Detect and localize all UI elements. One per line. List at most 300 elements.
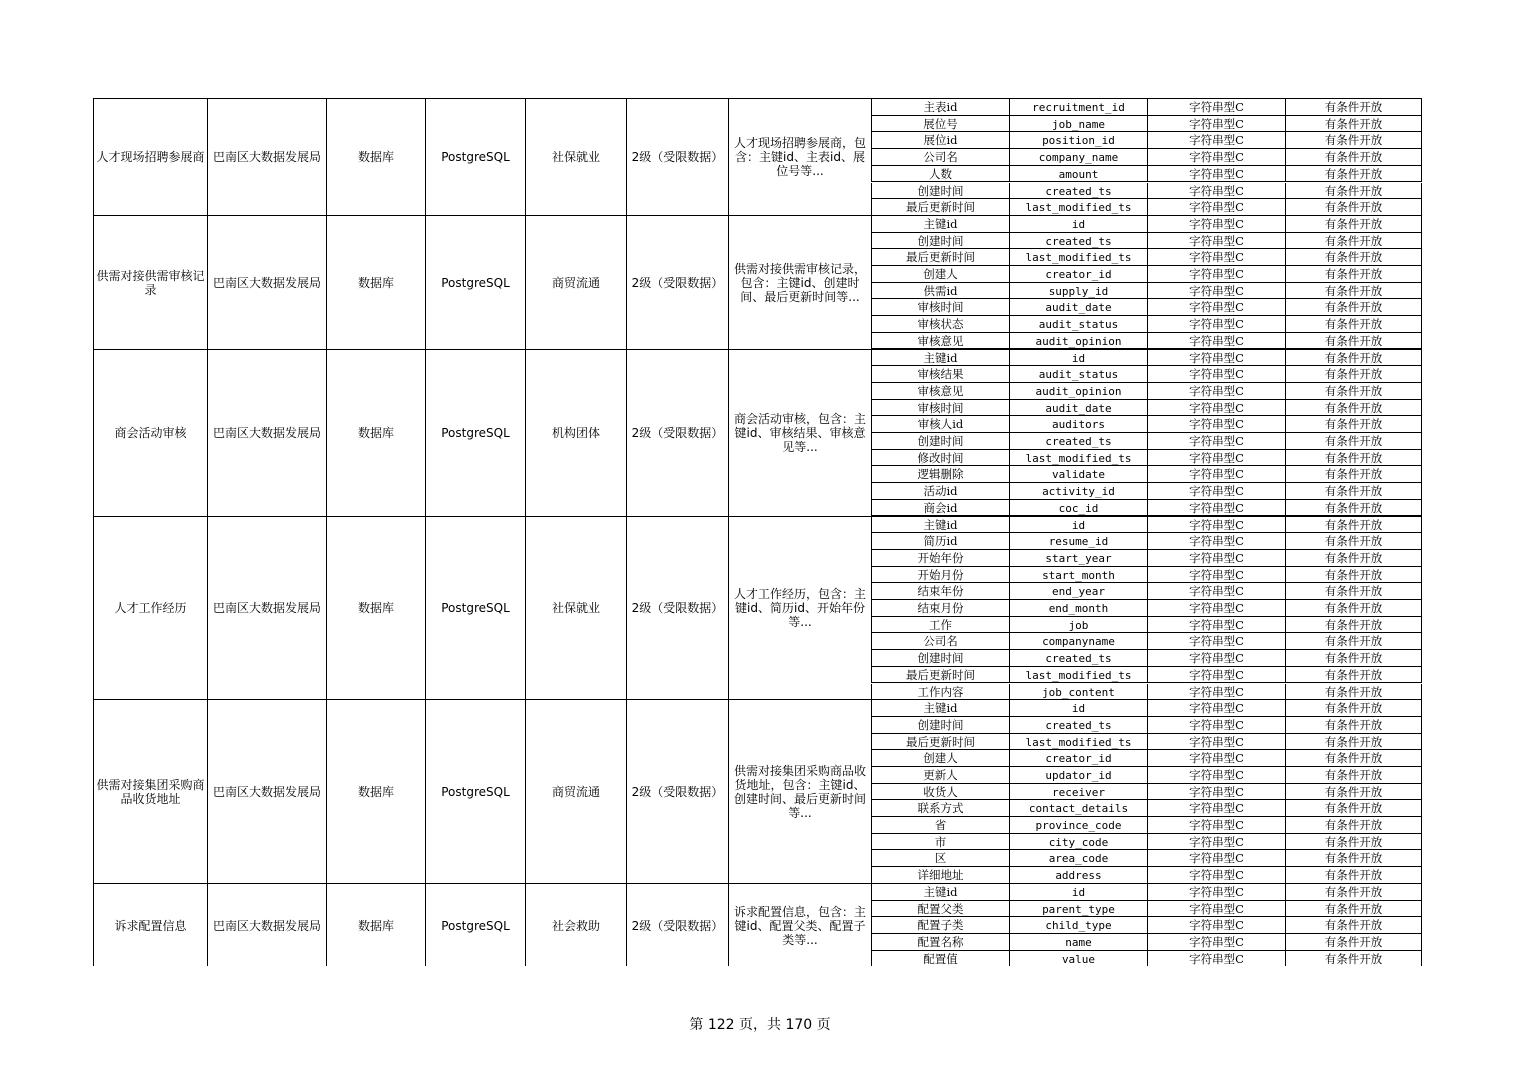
field-en-name: created_ts <box>1009 717 1147 734</box>
field-cn-name: 开始月份 <box>871 567 1009 584</box>
field-cn-name: 审核人id <box>871 416 1009 433</box>
department-cell <box>207 517 326 701</box>
field-en-name: job <box>1009 617 1147 634</box>
table-row <box>871 116 1422 133</box>
field-open-status: 有条件开放 <box>1285 383 1422 400</box>
field-type: 字符串型C <box>1147 800 1285 817</box>
table-row <box>871 400 1422 417</box>
field-cn-name: 供需id <box>871 283 1009 300</box>
resource-type: 数据库 <box>357 785 394 800</box>
field-en-name: position_id <box>1009 132 1147 149</box>
field-open-status: 有条件开放 <box>1285 183 1422 200</box>
field-cn-name: 最后更新时间 <box>871 199 1009 216</box>
field-cn-name: 开始年份 <box>871 550 1009 567</box>
resource-name-cell <box>93 216 207 350</box>
table-row <box>871 800 1422 817</box>
table-row <box>871 450 1422 467</box>
field-type: 字符串型C <box>1147 316 1285 333</box>
table-row <box>871 483 1422 500</box>
field-cn-name: 主键id <box>871 517 1009 534</box>
field-en-name: end_month <box>1009 600 1147 617</box>
field-cn-name: 配置值 <box>871 951 1009 966</box>
field-cn-name: 展位id <box>871 132 1009 149</box>
field-type: 字符串型C <box>1147 199 1285 216</box>
db-type-cell <box>425 350 525 517</box>
resource-name-cell <box>93 350 207 517</box>
security-level: 2级（受限数据） <box>631 150 724 165</box>
field-en-name: activity_id <box>1009 483 1147 500</box>
table-row <box>871 583 1422 600</box>
table-row <box>871 433 1422 450</box>
security-level-cell <box>626 700 728 884</box>
field-cn-name: 结束年份 <box>871 583 1009 600</box>
field-type: 字符串型C <box>1147 633 1285 650</box>
field-open-status: 有条件开放 <box>1285 850 1422 867</box>
field-open-status: 有条件开放 <box>1285 450 1422 467</box>
field-open-status: 有条件开放 <box>1285 400 1422 417</box>
field-type: 字符串型C <box>1147 450 1285 467</box>
field-en-name: id <box>1009 884 1147 901</box>
field-cn-name: 逻辑删除 <box>871 466 1009 483</box>
description-cell <box>728 700 871 884</box>
field-type: 字符串型C <box>1147 951 1285 966</box>
field-type: 字符串型C <box>1147 834 1285 851</box>
field-cn-name: 配置父类 <box>871 901 1009 918</box>
field-cn-name: 创建人 <box>871 266 1009 283</box>
table-row <box>871 132 1422 149</box>
field-cn-name: 公司名 <box>871 633 1009 650</box>
field-type: 字符串型C <box>1147 934 1285 951</box>
security-level-cell <box>626 517 728 701</box>
table-row <box>871 650 1422 667</box>
resource-name-cell <box>93 99 207 216</box>
table-row <box>871 750 1422 767</box>
table-row <box>871 834 1422 851</box>
resource-type: 数据库 <box>357 601 394 616</box>
field-open-status: 有条件开放 <box>1285 800 1422 817</box>
field-open-status: 有条件开放 <box>1285 784 1422 801</box>
field-type: 字符串型C <box>1147 917 1285 934</box>
field-cn-name: 主键id <box>871 350 1009 367</box>
field-open-status: 有条件开放 <box>1285 416 1422 433</box>
page-footer: 第 122 页，共 170 页 <box>689 1017 831 1033</box>
field-cn-name: 详细地址 <box>871 867 1009 884</box>
field-type: 字符串型C <box>1147 567 1285 584</box>
resource-type: 数据库 <box>357 275 394 290</box>
field-type: 字符串型C <box>1147 901 1285 918</box>
field-cn-name: 创建时间 <box>871 183 1009 200</box>
field-open-status: 有条件开放 <box>1285 617 1422 634</box>
db-type: PostgreSQL <box>441 785 510 800</box>
resource-type-cell <box>326 99 425 216</box>
field-cn-name: 展位号 <box>871 116 1009 133</box>
field-en-name: area_code <box>1009 850 1147 867</box>
field-en-name: last_modified_ts <box>1009 249 1147 266</box>
field-cn-name: 审核时间 <box>871 400 1009 417</box>
field-open-status: 有条件开放 <box>1285 316 1422 333</box>
field-cn-name: 省 <box>871 817 1009 834</box>
field-cn-name: 更新人 <box>871 767 1009 784</box>
department: 巴南区大数据发展局 <box>212 918 321 933</box>
field-open-status: 有条件开放 <box>1285 567 1422 584</box>
department: 巴南区大数据发展局 <box>212 150 321 165</box>
table-row <box>871 717 1422 734</box>
field-type: 字符串型C <box>1147 500 1285 517</box>
table-row <box>871 550 1422 567</box>
field-en-name: id <box>1009 700 1147 717</box>
db-type: PostgreSQL <box>441 918 510 933</box>
field-en-name: receiver <box>1009 784 1147 801</box>
description-cell <box>728 350 871 517</box>
db-type: PostgreSQL <box>441 150 510 165</box>
field-en-name: audit_opinion <box>1009 333 1147 350</box>
field-en-name: end_year <box>1009 583 1147 600</box>
category: 社保就业 <box>551 150 600 165</box>
field-type: 字符串型C <box>1147 249 1285 266</box>
field-open-status: 有条件开放 <box>1285 500 1422 517</box>
field-type: 字符串型C <box>1147 166 1285 183</box>
field-open-status: 有条件开放 <box>1285 249 1422 266</box>
field-en-name: updator_id <box>1009 767 1147 784</box>
table-row <box>871 99 1422 116</box>
security-level-cell <box>626 216 728 350</box>
department: 巴南区大数据发展局 <box>212 785 321 800</box>
field-cn-name: 最后更新时间 <box>871 249 1009 266</box>
field-en-name: created_ts <box>1009 433 1147 450</box>
category-cell <box>525 517 626 701</box>
description: 供需对接供需审核记录，包含：主键id、创建时间、最后更新时间等... <box>733 261 866 304</box>
field-open-status: 有条件开放 <box>1285 934 1422 951</box>
category: 商贸流通 <box>551 785 600 800</box>
field-cn-name: 创建时间 <box>871 433 1009 450</box>
category-cell <box>525 216 626 350</box>
field-type: 字符串型C <box>1147 299 1285 316</box>
category-cell <box>525 884 626 966</box>
table-row <box>871 667 1422 684</box>
field-en-name: city_code <box>1009 834 1147 851</box>
table-row <box>871 533 1422 550</box>
field-open-status: 有条件开放 <box>1285 533 1422 550</box>
field-open-status: 有条件开放 <box>1285 466 1422 483</box>
field-open-status: 有条件开放 <box>1285 867 1422 884</box>
table-row <box>871 600 1422 617</box>
field-en-name: last_modified_ts <box>1009 199 1147 216</box>
field-open-status: 有条件开放 <box>1285 650 1422 667</box>
table-row <box>871 934 1422 951</box>
field-en-name: audit_status <box>1009 366 1147 383</box>
field-open-status: 有条件开放 <box>1285 99 1422 116</box>
field-open-status: 有条件开放 <box>1285 667 1422 684</box>
description-cell <box>728 216 871 350</box>
table-row <box>871 867 1422 884</box>
field-en-name: created_ts <box>1009 183 1147 200</box>
field-type: 字符串型C <box>1147 667 1285 684</box>
table-row <box>871 817 1422 834</box>
field-en-name: job_content <box>1009 684 1147 701</box>
table-row <box>871 299 1422 316</box>
field-en-name: contact_details <box>1009 800 1147 817</box>
security-level-cell <box>626 884 728 966</box>
table-row <box>871 183 1422 200</box>
field-en-name: company_name <box>1009 149 1147 166</box>
field-en-name: start_year <box>1009 550 1147 567</box>
field-type: 字符串型C <box>1147 617 1285 634</box>
resource-name: 供需对接集团采购商品收货地址 <box>96 778 205 807</box>
table-row <box>871 466 1422 483</box>
table-row <box>871 951 1422 966</box>
description: 供需对接集团采购商品收货地址，包含：主键id、创建时间、最后更新时间等... <box>733 764 866 821</box>
table-row <box>871 199 1422 216</box>
field-open-status: 有条件开放 <box>1285 750 1422 767</box>
db-type-cell <box>425 884 525 966</box>
field-cn-name: 联系方式 <box>871 800 1009 817</box>
table-row <box>871 901 1422 918</box>
field-open-status: 有条件开放 <box>1285 734 1422 751</box>
db-type-cell <box>425 700 525 884</box>
field-en-name: name <box>1009 934 1147 951</box>
field-type: 字符串型C <box>1147 750 1285 767</box>
field-type: 字符串型C <box>1147 700 1285 717</box>
db-type: PostgreSQL <box>441 275 510 290</box>
field-en-name: audit_date <box>1009 400 1147 417</box>
field-open-status: 有条件开放 <box>1285 834 1422 851</box>
field-open-status: 有条件开放 <box>1285 917 1422 934</box>
field-type: 字符串型C <box>1147 383 1285 400</box>
table-row <box>871 884 1422 901</box>
resource-type: 数据库 <box>357 426 394 440</box>
field-open-status: 有条件开放 <box>1285 199 1422 216</box>
field-open-status: 有条件开放 <box>1285 166 1422 183</box>
field-en-name: parent_type <box>1009 901 1147 918</box>
resource-type-cell <box>326 517 425 701</box>
field-open-status: 有条件开放 <box>1285 550 1422 567</box>
field-en-name: last_modified_ts <box>1009 667 1147 684</box>
category: 社会救助 <box>551 918 600 933</box>
field-open-status: 有条件开放 <box>1285 333 1422 350</box>
field-en-name: supply_id <box>1009 283 1147 300</box>
department-cell <box>207 216 326 350</box>
department: 巴南区大数据发展局 <box>212 275 321 290</box>
field-type: 字符串型C <box>1147 99 1285 116</box>
field-en-name: companyname <box>1009 633 1147 650</box>
field-open-status: 有条件开放 <box>1285 600 1422 617</box>
field-cn-name: 主表id <box>871 99 1009 116</box>
field-cn-name: 配置名称 <box>871 934 1009 951</box>
table-row <box>871 500 1422 517</box>
table-row <box>871 316 1422 333</box>
resource-type-cell <box>326 700 425 884</box>
field-en-name: id <box>1009 216 1147 233</box>
field-open-status: 有条件开放 <box>1285 483 1422 500</box>
resource-type-cell <box>326 216 425 350</box>
field-cn-name: 配置子类 <box>871 917 1009 934</box>
field-open-status: 有条件开放 <box>1285 633 1422 650</box>
table-row-group <box>93 883 1422 966</box>
field-en-name: created_ts <box>1009 650 1147 667</box>
field-en-name: id <box>1009 350 1147 367</box>
field-cn-name: 结束月份 <box>871 600 1009 617</box>
table-row <box>871 383 1422 400</box>
field-type: 字符串型C <box>1147 366 1285 383</box>
db-type-cell <box>425 216 525 350</box>
resource-name-cell <box>93 884 207 966</box>
field-open-status: 有条件开放 <box>1285 132 1422 149</box>
field-type: 字符串型C <box>1147 767 1285 784</box>
description: 人才工作经历，包含：主键id、简历id、开始年份等... <box>733 587 866 630</box>
table-row <box>871 700 1422 717</box>
field-en-name: audit_opinion <box>1009 383 1147 400</box>
field-cn-name: 审核状态 <box>871 316 1009 333</box>
description: 诉求配置信息，包含：主键id、配置父类、配置子类等... <box>733 904 866 947</box>
description-cell <box>728 517 871 701</box>
field-type: 字符串型C <box>1147 817 1285 834</box>
field-en-name: address <box>1009 867 1147 884</box>
category-cell <box>525 700 626 884</box>
table-row <box>871 166 1422 183</box>
field-en-name: amount <box>1009 166 1147 183</box>
field-type: 字符串型C <box>1147 216 1285 233</box>
field-type: 字符串型C <box>1147 717 1285 734</box>
table-row <box>871 333 1422 350</box>
resource-type: 数据库 <box>357 918 394 933</box>
field-en-name: audit_date <box>1009 299 1147 316</box>
field-type: 字符串型C <box>1147 517 1285 534</box>
field-cn-name: 最后更新时间 <box>871 667 1009 684</box>
table-row <box>871 850 1422 867</box>
field-cn-name: 人数 <box>871 166 1009 183</box>
field-cn-name: 区 <box>871 850 1009 867</box>
table-row <box>871 734 1422 751</box>
field-cn-name: 创建时间 <box>871 650 1009 667</box>
field-open-status: 有条件开放 <box>1285 517 1422 534</box>
table-row-group <box>93 215 1422 350</box>
field-en-name: id <box>1009 517 1147 534</box>
field-type: 字符串型C <box>1147 466 1285 483</box>
security-level: 2级（受限数据） <box>631 918 724 933</box>
field-open-status: 有条件开放 <box>1285 116 1422 133</box>
field-cn-name: 审核意见 <box>871 333 1009 350</box>
field-open-status: 有条件开放 <box>1285 717 1422 734</box>
field-open-status: 有条件开放 <box>1285 149 1422 166</box>
table-row-group <box>93 699 1422 884</box>
table-row-group <box>93 516 1422 701</box>
field-type: 字符串型C <box>1147 116 1285 133</box>
field-en-name: audit_status <box>1009 316 1147 333</box>
resource-name-cell <box>93 700 207 884</box>
field-en-name: last_modified_ts <box>1009 734 1147 751</box>
field-type: 字符串型C <box>1147 266 1285 283</box>
field-open-status: 有条件开放 <box>1285 433 1422 450</box>
table-row <box>871 784 1422 801</box>
resource-name-cell <box>93 517 207 701</box>
field-type: 字符串型C <box>1147 333 1285 350</box>
field-en-name: creator_id <box>1009 266 1147 283</box>
field-cn-name: 审核时间 <box>871 299 1009 316</box>
security-level-cell <box>626 99 728 216</box>
field-type: 字符串型C <box>1147 650 1285 667</box>
department: 巴南区大数据发展局 <box>212 426 321 440</box>
table-row <box>871 617 1422 634</box>
resource-name: 诉求配置信息 <box>114 918 187 933</box>
table-row <box>871 517 1422 534</box>
field-open-status: 有条件开放 <box>1285 700 1422 717</box>
table-row <box>871 233 1422 250</box>
security-level: 2级（受限数据） <box>631 275 724 290</box>
field-type: 字符串型C <box>1147 533 1285 550</box>
description-cell <box>728 99 871 216</box>
table-row <box>871 767 1422 784</box>
description: 人才现场招聘参展商，包含：主键id、主表id、展位号等... <box>733 136 866 179</box>
field-en-name: resume_id <box>1009 533 1147 550</box>
field-cn-name: 修改时间 <box>871 450 1009 467</box>
field-type: 字符串型C <box>1147 850 1285 867</box>
field-en-name: value <box>1009 951 1147 966</box>
table-row <box>871 917 1422 934</box>
field-type: 字符串型C <box>1147 483 1285 500</box>
field-type: 字符串型C <box>1147 183 1285 200</box>
field-open-status: 有条件开放 <box>1285 901 1422 918</box>
field-cn-name: 审核结果 <box>871 366 1009 383</box>
field-type: 字符串型C <box>1147 416 1285 433</box>
field-en-name: validate <box>1009 466 1147 483</box>
field-type: 字符串型C <box>1147 583 1285 600</box>
table-row <box>871 366 1422 383</box>
field-en-name: child_type <box>1009 917 1147 934</box>
field-cn-name: 创建时间 <box>871 233 1009 250</box>
field-cn-name: 市 <box>871 834 1009 851</box>
category: 机构团体 <box>551 426 600 440</box>
table-row <box>871 149 1422 166</box>
resource-type-cell <box>326 884 425 966</box>
field-en-name: auditors <box>1009 416 1147 433</box>
table-row <box>871 350 1422 367</box>
field-en-name: start_month <box>1009 567 1147 584</box>
field-open-status: 有条件开放 <box>1285 299 1422 316</box>
field-open-status: 有条件开放 <box>1285 884 1422 901</box>
field-open-status: 有条件开放 <box>1285 283 1422 300</box>
department-cell <box>207 884 326 966</box>
field-type: 字符串型C <box>1147 550 1285 567</box>
field-open-status: 有条件开放 <box>1285 216 1422 233</box>
department: 巴南区大数据发展局 <box>212 601 321 616</box>
field-type: 字符串型C <box>1147 132 1285 149</box>
field-open-status: 有条件开放 <box>1285 767 1422 784</box>
table-row-group <box>93 98 1422 216</box>
resource-type: 数据库 <box>357 150 394 165</box>
field-type: 字符串型C <box>1147 149 1285 166</box>
field-type: 字符串型C <box>1147 784 1285 801</box>
table-row <box>871 283 1422 300</box>
category-cell <box>525 99 626 216</box>
field-cn-name: 简历id <box>871 533 1009 550</box>
description: 商会活动审核，包含：主键id、审核结果、审核意见等... <box>733 412 866 454</box>
field-cn-name: 主键id <box>871 216 1009 233</box>
field-cn-name: 收货人 <box>871 784 1009 801</box>
field-type: 字符串型C <box>1147 884 1285 901</box>
resource-name: 供需对接供需审核记录 <box>96 268 205 297</box>
resource-name: 商会活动审核 <box>114 426 187 440</box>
field-type: 字符串型C <box>1147 400 1285 417</box>
field-open-status: 有条件开放 <box>1285 684 1422 701</box>
field-en-name: recruitment_id <box>1009 99 1147 116</box>
field-type: 字符串型C <box>1147 734 1285 751</box>
field-en-name: created_ts <box>1009 233 1147 250</box>
field-cn-name: 主键id <box>871 700 1009 717</box>
category: 社保就业 <box>551 601 600 616</box>
field-type: 字符串型C <box>1147 684 1285 701</box>
field-type: 字符串型C <box>1147 350 1285 367</box>
field-en-name: coc_id <box>1009 500 1147 517</box>
